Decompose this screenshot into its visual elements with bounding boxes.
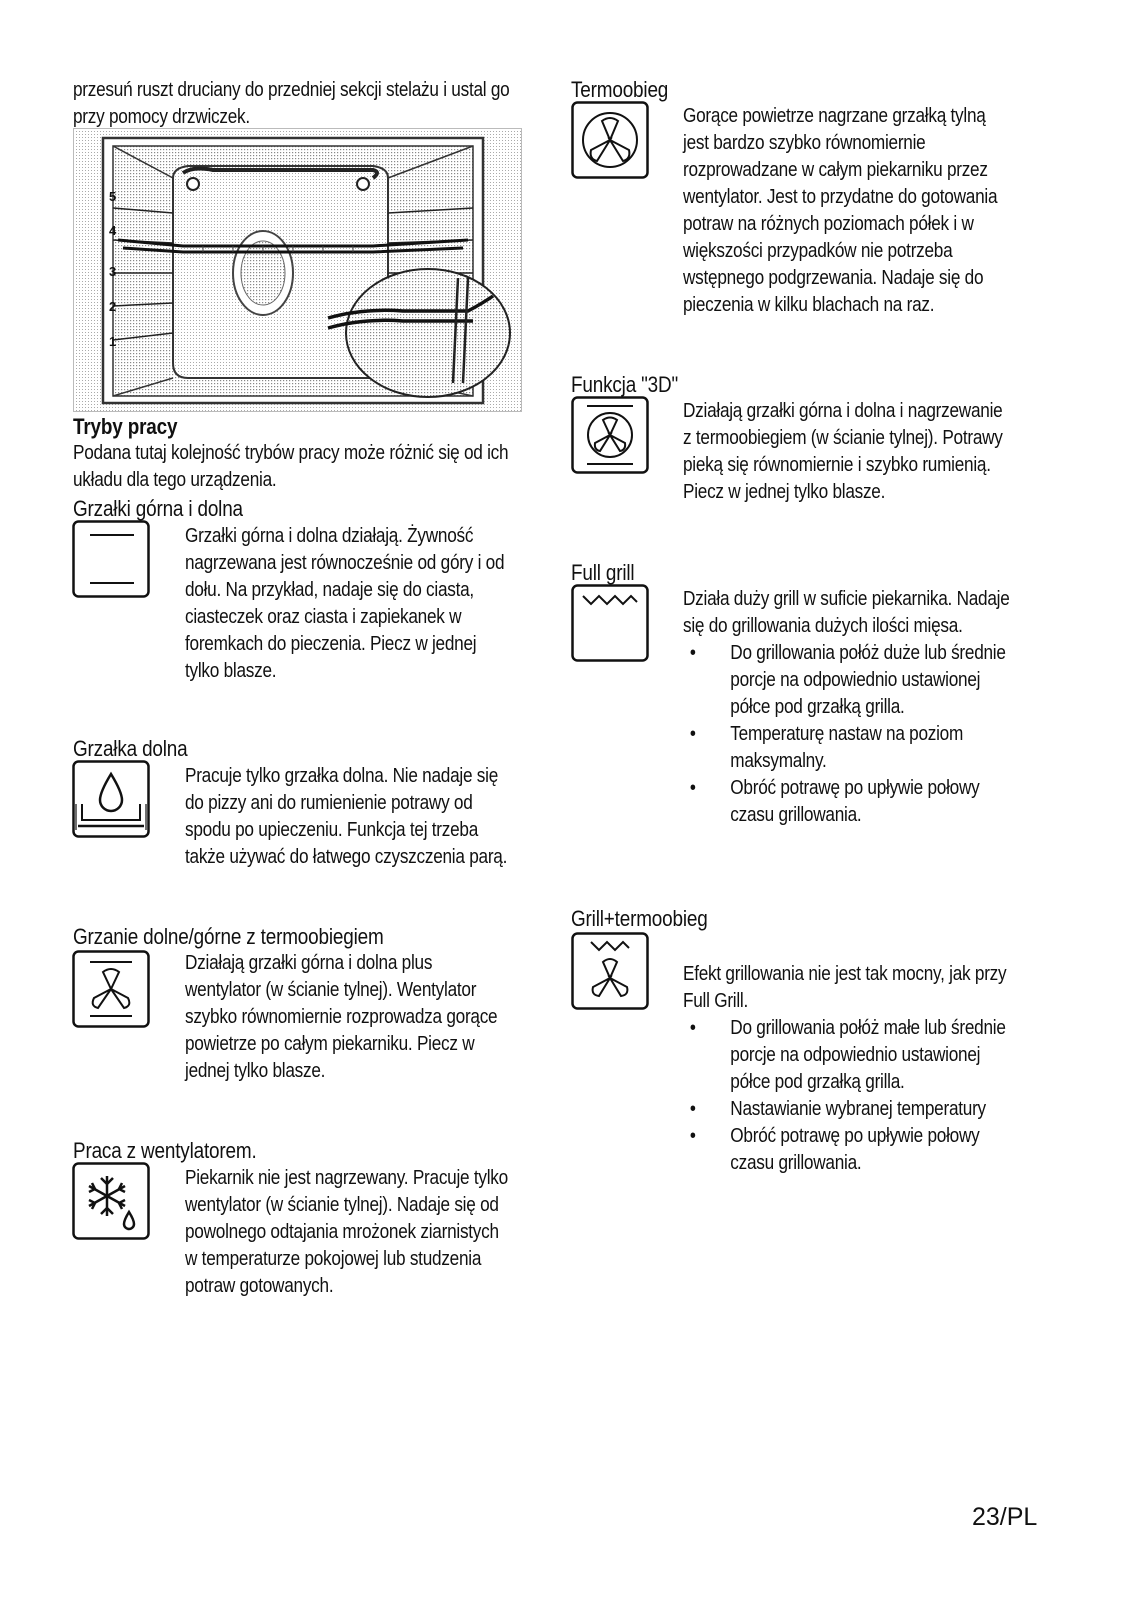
section-title: Grzałki górna i dolna xyxy=(73,496,243,521)
section-text: Piekarnik nie jest nagrzewany. Pracuje tylko wentylator (w ścianie tylnej). Nadaje się od powolnego odtajania mrożonek ziarnistych w temperaturze pokojowej lub studzenia potraw gotowanych. xyxy=(185,1167,508,1297)
section-text: Działają grzałki górna i dolna plus wentylator (w ścianie tylnej). Wentylator szybko równomiernie rozprowadza gorące powietrze po całym piekarniku. Piecz w jednej tylko blasze. xyxy=(185,952,498,1082)
section-title: Grzałka dolna xyxy=(73,736,188,761)
list-item: • Obróć potrawę po upływie połowy czasu grillowania. xyxy=(683,1123,1010,1177)
list-item: • Temperaturę nastaw na poziom maksymalny. xyxy=(683,721,1010,775)
list-item: • Nastawianie wybranej temperatury xyxy=(683,1096,1010,1123)
defrost-icon xyxy=(72,1162,150,1240)
3d-fan-icon xyxy=(571,396,649,474)
shelf-number: 5 xyxy=(109,189,117,204)
bullet-list xyxy=(683,640,1010,829)
shelf-number: 4 xyxy=(109,223,117,238)
section-text: Grzałki górna i dolna działają. Żywność nagrzewana jest równocześnie od góry i od dołu. Na przykład, nadaje się do ciasta, ciasteczek oraz ciasta i zapiekanek w foremkach do pieczenia. Piecz w jednej tylko blasze. xyxy=(185,525,505,682)
list-item: • Do grillowania połóż duże lub średnie porcje na odpowiednio ustawionej półce pod grzałką grilla. xyxy=(683,640,1010,721)
section-title: Grzanie dolne/górne z termoobiegiem xyxy=(73,924,384,949)
section-title: Termoobieg xyxy=(571,77,669,102)
list-item: • Do grillowania połóż małe lub średnie porcje na odpowiednio ustawionej półce pod grzałką grilla. xyxy=(683,1015,1010,1096)
oven-shelf-diagram xyxy=(73,128,522,412)
section-title: Praca z wentylatorem. xyxy=(73,1138,257,1163)
section-text: Efekt grillowania nie jest tak mocny, jak przy Full Grill. xyxy=(683,963,1007,1012)
section-title: Full grill xyxy=(571,560,635,585)
page-number: 23/PL xyxy=(972,1503,1038,1531)
section-title: Grill+termoobieg xyxy=(571,906,708,931)
section-text: Pracuje tylko grzałka dolna. Nie nadaje się do pizzy ani do rumienienie potrawy od spodu po upieczeniu. Funkcja tej trzeba także używać do łatwego czyszczenia parą. xyxy=(185,765,508,868)
bottom-heat-icon xyxy=(72,760,150,838)
top-bottom-heat-icon xyxy=(72,520,150,598)
section-text: Działa duży grill w suficie piekarnika. Nadaje się do grillowania dużych ilości mięsa. xyxy=(683,588,1010,637)
list-item: • Obróć potrawę po upływie połowy czasu grillowania. xyxy=(683,775,1010,829)
section-text: Gorące powietrze nagrzane grzałką tylną jest bardzo szybko równomiernie rozprowadzane w całym piekarniku przez wentylator. Jest to przydatne do gotowania potraw na różnych poziomach półek i w większości przypadków nie potrzeba wstępnego podgrzewania. Nadaje się do pieczenia w kilku blachach na raz. xyxy=(683,105,998,316)
section-title: Tryby pracy xyxy=(73,414,178,439)
shelf-number: 3 xyxy=(109,264,117,279)
fan-icon xyxy=(571,101,649,179)
section-text: Działają grzałki górna i dolna i nagrzewanie z termoobiegiem (w ścianie tylnej). Potrawy pieką się równomiernie i szybko rumienią. Piecz w jednej tylko blasze. xyxy=(683,400,1003,503)
shelf-number: 1 xyxy=(109,334,117,349)
grill-fan-icon xyxy=(571,932,649,1010)
section-text: Podana tutaj kolejność trybów pracy może różnić się od ich układu dla tego urządzenia. xyxy=(73,442,509,491)
shelf-number: 2 xyxy=(109,299,117,314)
full-grill-icon xyxy=(571,584,649,662)
intro-text: przesuń ruszt druciany do przedniej sekcji stelażu i ustal go przy pomocy drzwiczek. xyxy=(73,79,510,128)
section-title: Funkcja "3D" xyxy=(571,372,679,397)
bullet-list xyxy=(683,1015,1010,1177)
top-bottom-fan-icon xyxy=(72,950,150,1028)
